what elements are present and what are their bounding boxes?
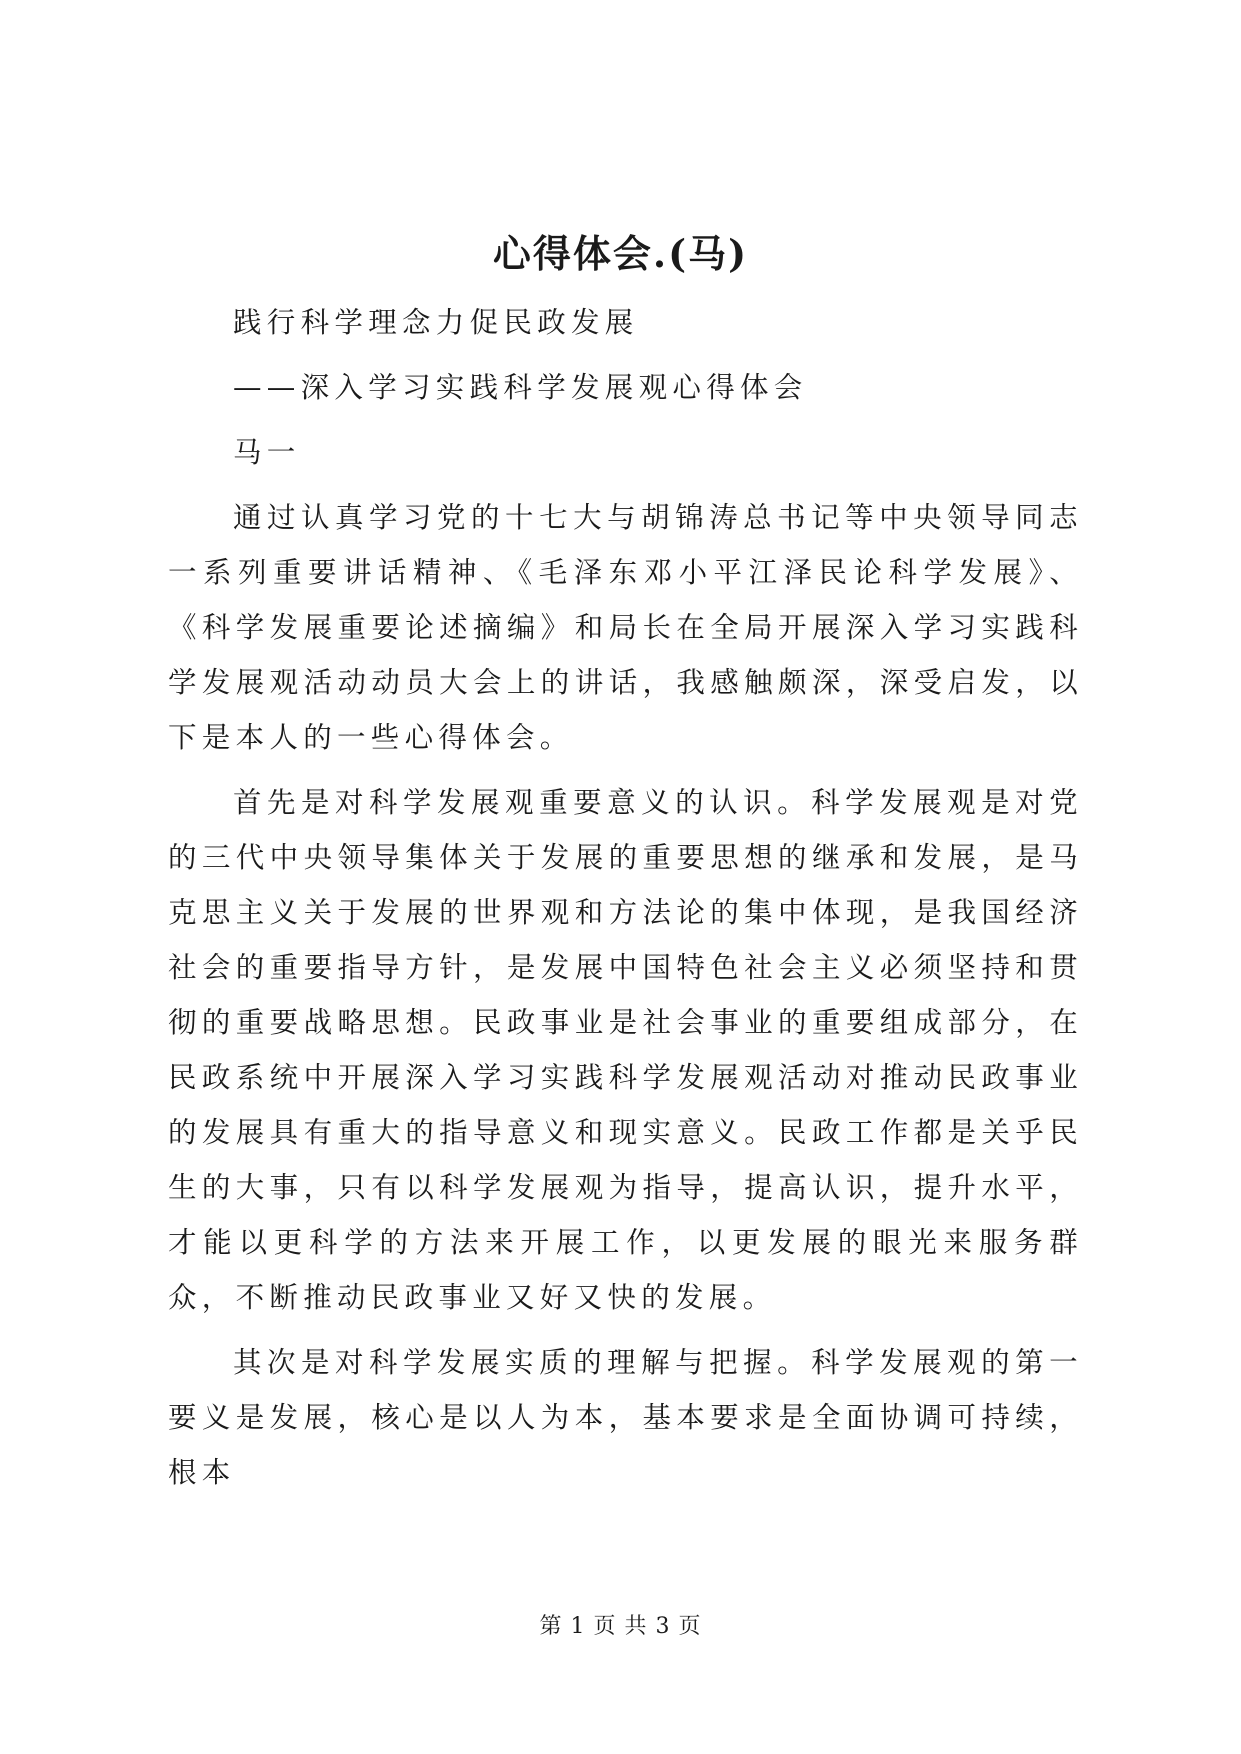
body-paragraph: 首先是对科学发展观重要意义的认识。科学发展观是对党的三代中央领导集体关于发展的重要思想的继承和发展，是马克思主义关于发展的世界观和方法论的集中体现，是我国经济社会的重要指导方针，是发展中国特色社会主义必须坚持和贯彻的重要战略思想。民政事业是社会事业的重要组成部分，在民政系统中开展深入学习实践科学发展观活动对推动民政事业的发展具有重大的指导意义和现实意义。民政工作都是关乎民生的大事，只有以科学发展观为指导，提高认识，提升水平，才能以更科学的方法来开展工作，以更发展的眼光来服务群众，不断推动民政事业又好又快的发展。 (168, 786, 1083, 1314)
body-paragraph: 通过认真学习党的十七大与胡锦涛总书记等中央领导同志一系列重要讲话精神、《毛泽东邓小平江泽民论科学发展》、《科学发展重要论述摘编》和局长在全局开展深入学习实践科学发展观活动动员大会上的讲话，我感触颇深，深受启发，以下是本人的一些心得体会。 (168, 501, 1083, 754)
body-paragraph: 其次是对科学发展实质的理解与把握。科学发展观的第一要义是发展，核心是以人为本，基本要求是全面协调可持续，根本 (168, 1346, 1083, 1489)
document-title: 心得体会.(马) (492, 231, 749, 276)
header-lines (168, 295, 1083, 480)
document-body (168, 295, 1083, 1510)
article-heading: 践行科学理念力促民政发展 (233, 306, 639, 339)
page-footer: 第 1 页 共 3 页 (539, 1614, 702, 1639)
author-name: 马一 (233, 436, 301, 469)
article-subheading: ——深入学习实践科学发展观心得体会 (233, 371, 808, 404)
